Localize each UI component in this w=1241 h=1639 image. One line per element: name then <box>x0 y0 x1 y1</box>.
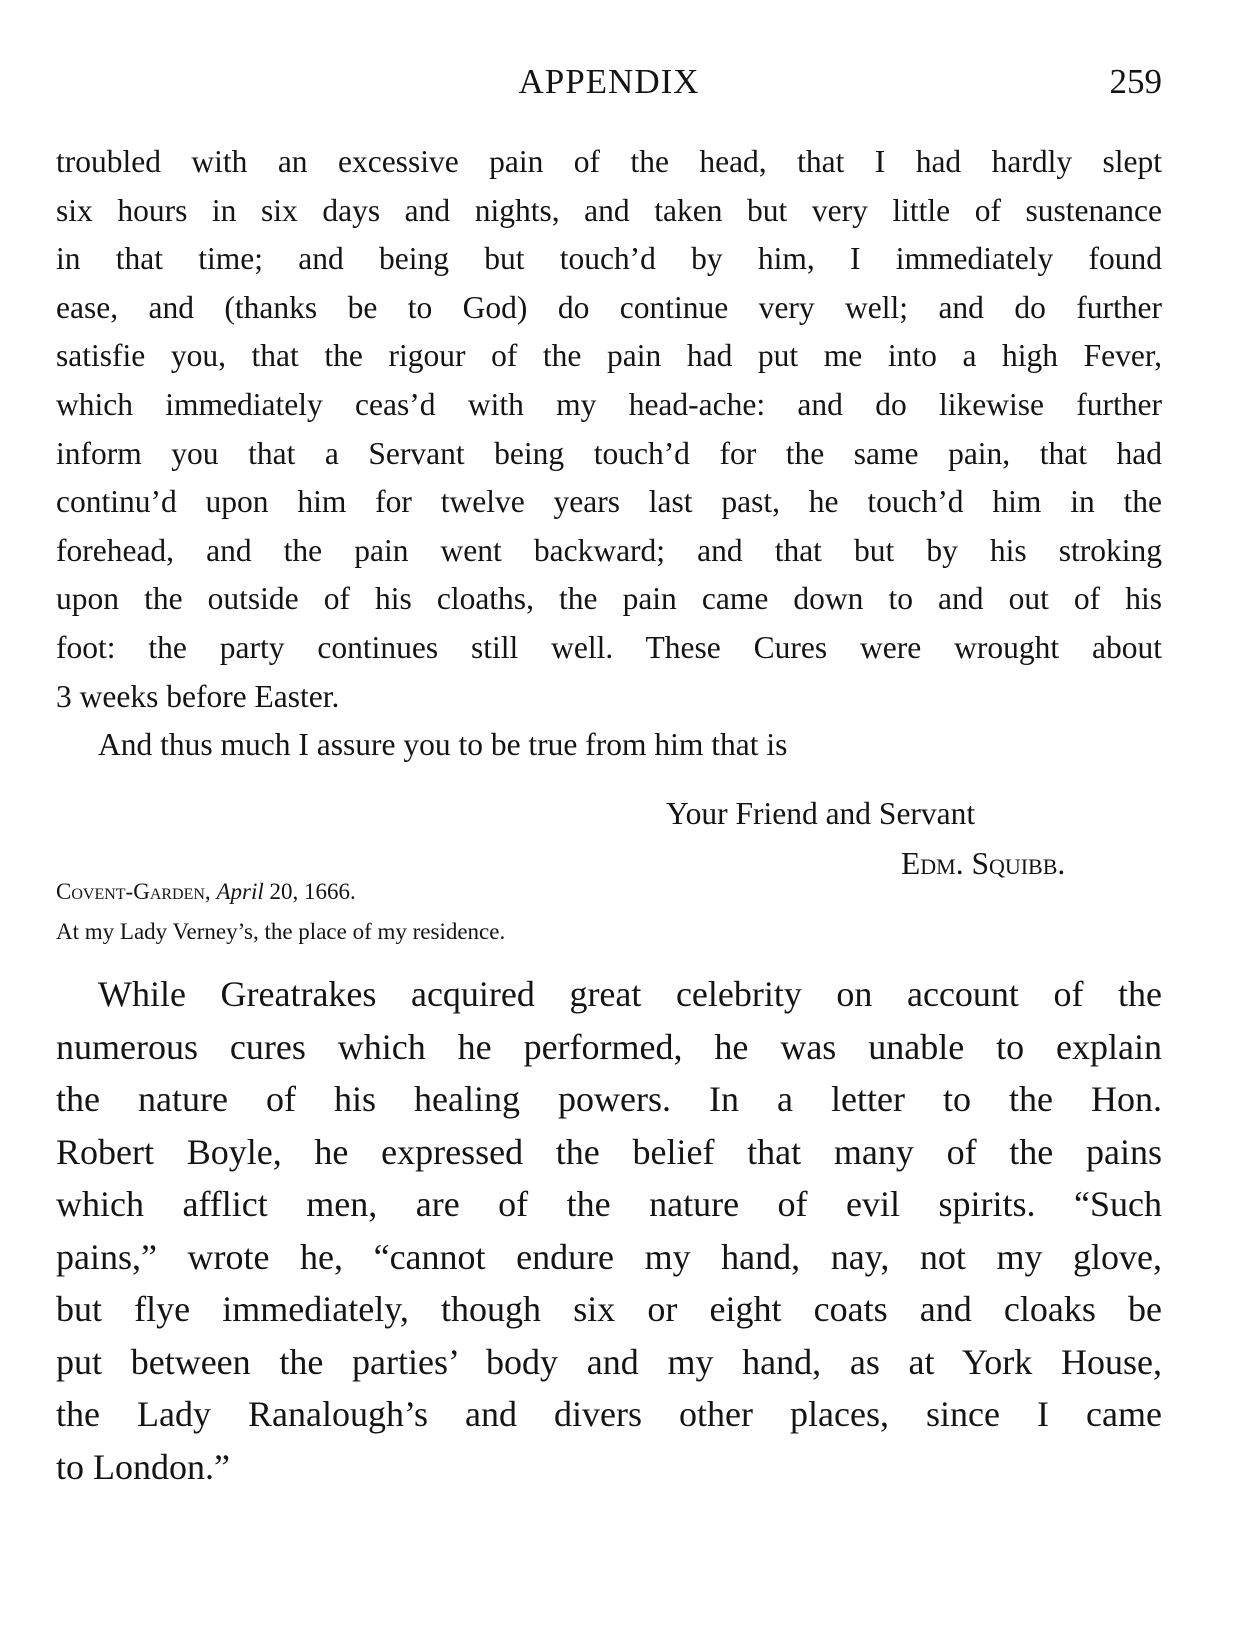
letter-line: satisfie you, that the rigour of the pain had put me into a high Fever, <box>56 338 1162 374</box>
page-number: 259 <box>1109 62 1162 101</box>
commentary-line: the Lady Ranalough’s and divers other places, since I came <box>56 1394 1162 1434</box>
dateline-month: April <box>216 879 264 904</box>
letter-line: foot: the party continues still well. These Cures were wrought about <box>56 629 1162 665</box>
letter-line: upon the outside of his cloaths, the pain came down to and out of his <box>56 581 1162 617</box>
dateline-date: 20, 1666. <box>269 879 356 904</box>
letter-line: six hours in six days and nights, and taken but very little of sustenance <box>56 192 1162 228</box>
commentary-line: pains,” wrote he, “cannot endure my hand, nay, not my glove, <box>56 1236 1162 1277</box>
letter-line: continu’d upon him for twelve years last past, he touch’d him in the <box>56 484 1162 520</box>
dateline <box>56 872 505 952</box>
running-head: APPENDIX <box>518 62 700 101</box>
letter-line: inform you that a Servant being touch’d for the same pain, that had <box>56 435 1162 471</box>
commentary-line: put between the parties’ body and my hand, as at York House, <box>56 1341 1162 1382</box>
dateline-residence: At my Lady Verney’s, the place of my residence. <box>56 919 506 944</box>
letter-line: forehead, and the pain went backward; and that but by his stroking <box>56 532 1162 568</box>
commentary-line: which afflict men, are of the nature of evil spirits. “Such <box>56 1184 1162 1224</box>
letter-line: 3 weeks before Easter. <box>56 678 340 714</box>
signature: Edm. Squibb. <box>901 846 1066 881</box>
letter-text <box>56 138 1162 770</box>
commentary-line: Robert Boyle, he expressed the belief that many of the pains <box>56 1131 1162 1172</box>
commentary-paragraph <box>56 968 1162 1493</box>
letter-closing-line: And thus much I assure you to be true from him that is <box>98 727 788 763</box>
dateline-place: Covent-Garden, <box>56 879 211 904</box>
valediction: Your Friend and Servant <box>666 796 976 831</box>
letter-line: in that time; and being but touch’d by him, I immediately found <box>56 241 1162 277</box>
commentary-line: the nature of his healing powers. In a letter to the Hon. <box>56 1079 1162 1119</box>
page-header <box>56 62 1162 112</box>
commentary-line: While Greatrakes acquired great celebrity on account of the <box>98 974 1162 1014</box>
commentary-line: numerous cures which he performed, he was unable to explain <box>56 1026 1162 1067</box>
commentary-line: but flye immediately, though six or eight coats and cloaks be <box>56 1289 1162 1329</box>
letter-line: troubled with an excessive pain of the head, that I had hardly slept <box>56 144 1162 179</box>
letter-line: ease, and (thanks be to God) do continue very well; and do further <box>56 289 1162 325</box>
commentary-line: to London.” <box>56 1446 230 1487</box>
letter-line: which immediately ceas’d with my head-ache: and do likewise further <box>56 386 1162 422</box>
dateline-place-date <box>56 872 505 912</box>
